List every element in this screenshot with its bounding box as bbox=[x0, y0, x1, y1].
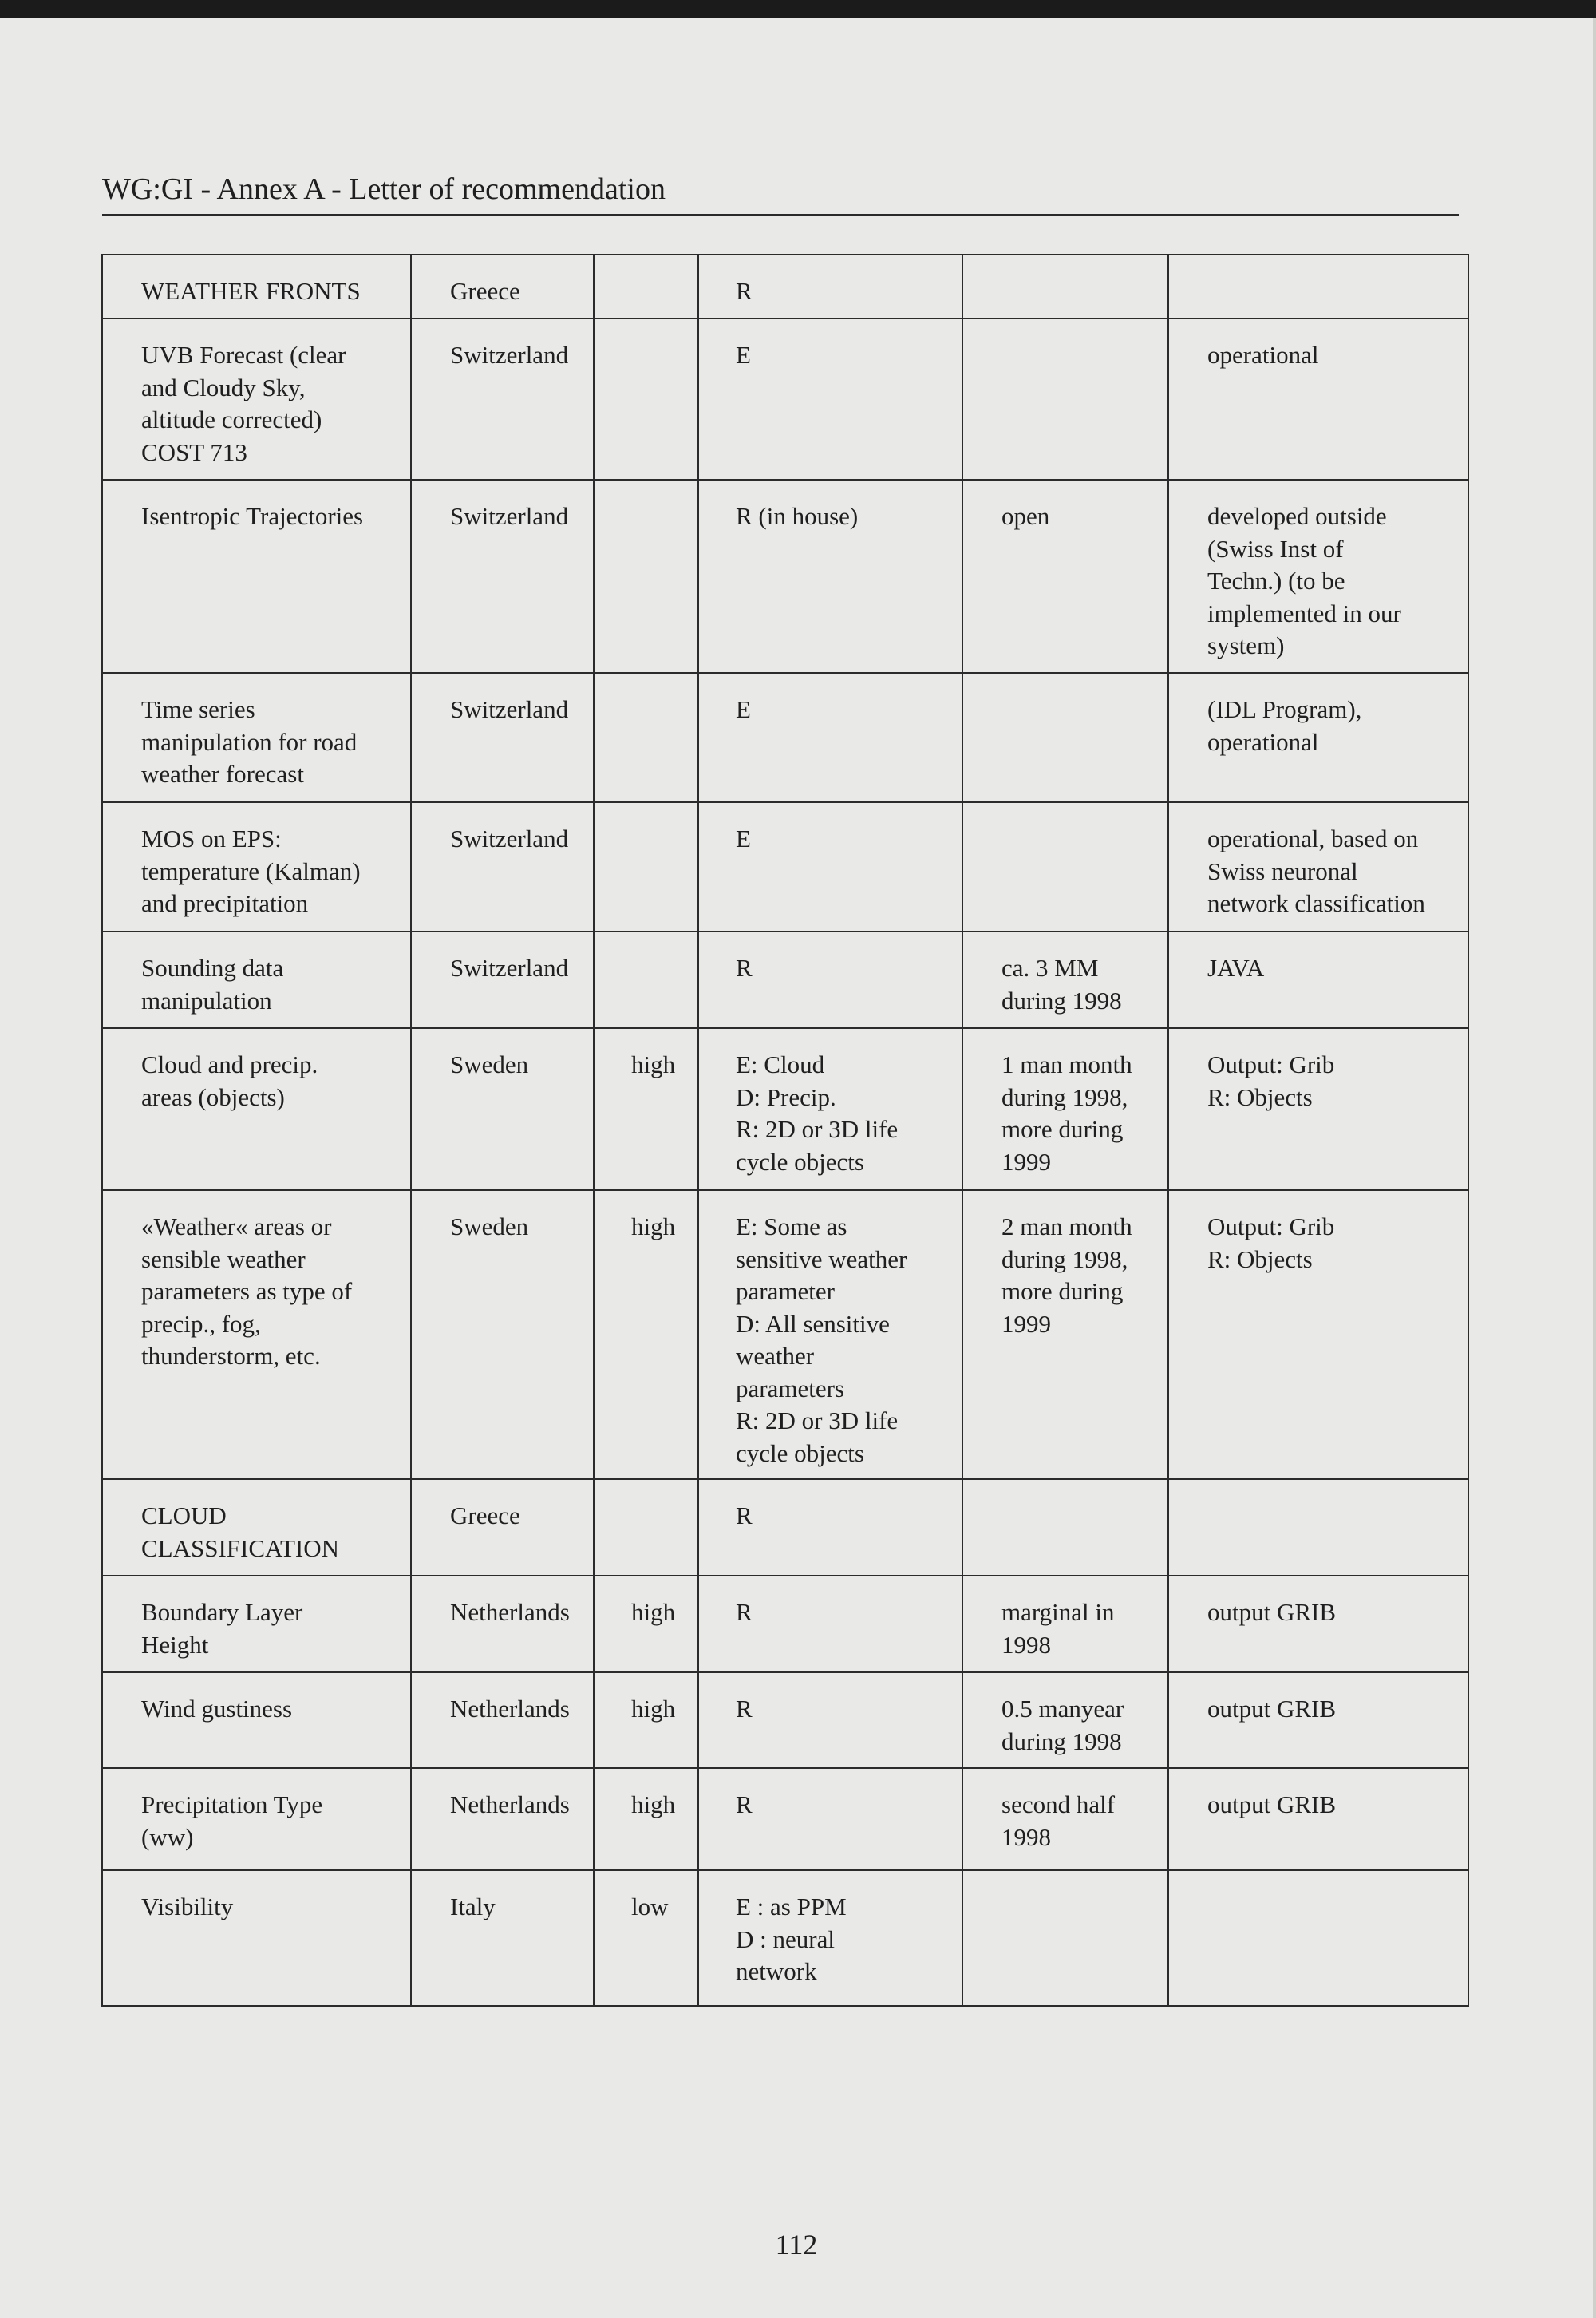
cell-text-line: WEATHER FRONTS bbox=[141, 277, 361, 305]
cell-effort bbox=[962, 1672, 1168, 1768]
cell-text-line: D: Precip. bbox=[736, 1082, 836, 1111]
cell-priority bbox=[594, 802, 698, 932]
cell-text-line: weather bbox=[736, 1342, 815, 1370]
cell-text-line: R bbox=[736, 1501, 753, 1529]
cell-product bbox=[102, 1870, 411, 2006]
cell-text-line: 1 man month bbox=[1001, 1050, 1132, 1078]
cell-text-line: 0.5 manyear bbox=[1001, 1695, 1124, 1723]
cell-text-line: 1999 bbox=[1001, 1309, 1051, 1338]
cell-text: Switzerland bbox=[450, 502, 569, 530]
cell-priority bbox=[594, 1190, 698, 1479]
cell-text-line: parameters bbox=[736, 1374, 844, 1402]
cell-remarks bbox=[1168, 1028, 1468, 1190]
cell-text-line: manipulation for road bbox=[141, 727, 358, 756]
cell-text: Switzerland bbox=[450, 341, 569, 369]
cell-text-line: R bbox=[736, 1598, 753, 1626]
cell-text-line: R (in house) bbox=[736, 502, 859, 530]
cell-text-line: Cloud and precip. bbox=[141, 1050, 318, 1078]
cell-effort bbox=[962, 480, 1168, 673]
cell-priority bbox=[594, 932, 698, 1028]
cell-text-line: thunderstorm, etc. bbox=[141, 1342, 321, 1370]
cell-priority bbox=[594, 673, 698, 802]
cell-text-line: R: Objects bbox=[1207, 1082, 1313, 1111]
table-row bbox=[102, 1768, 1468, 1870]
table-row bbox=[102, 1870, 1468, 2006]
cell-text: high bbox=[631, 1790, 676, 1818]
cell-text: Sweden bbox=[450, 1050, 529, 1078]
cell-text-line: UVB Forecast (clear bbox=[141, 341, 346, 369]
cell-text-line: network bbox=[736, 1957, 817, 1985]
cell-text-line: (IDL Program), bbox=[1207, 695, 1362, 723]
cell-text-line: R: 2D or 3D life bbox=[736, 1406, 899, 1434]
cell-country bbox=[411, 1190, 594, 1479]
cell-remarks bbox=[1168, 1479, 1468, 1576]
cell-text: Netherlands bbox=[450, 1790, 570, 1818]
cell-status bbox=[698, 1028, 962, 1190]
cell-remarks bbox=[1168, 480, 1468, 673]
cell-text-line: CLOUD bbox=[141, 1501, 227, 1529]
cell-text-line: MOS on EPS: bbox=[141, 825, 282, 852]
cell-text: Greece bbox=[450, 277, 520, 305]
cell-priority bbox=[594, 1768, 698, 1870]
cell-effort bbox=[962, 1870, 1168, 2006]
cell-remarks bbox=[1168, 1870, 1468, 2006]
table-row bbox=[102, 1028, 1468, 1190]
cell-text-line: ca. 3 MM bbox=[1001, 954, 1099, 982]
cell-text-line: marginal in bbox=[1001, 1598, 1115, 1626]
table-row bbox=[102, 255, 1468, 318]
page-number: 112 bbox=[775, 2229, 818, 2261]
cell-text-line: and Cloudy Sky, bbox=[141, 373, 306, 401]
table-row bbox=[102, 1576, 1468, 1672]
cell-text-line: Isentropic Trajectories bbox=[141, 502, 364, 530]
cell-status bbox=[698, 1672, 962, 1768]
cell-text-line: Boundary Layer bbox=[141, 1598, 303, 1626]
cell-text-line: output GRIB bbox=[1207, 1695, 1337, 1723]
cell-text: high bbox=[631, 1212, 676, 1240]
cell-status bbox=[698, 1768, 962, 1870]
cell-remarks bbox=[1168, 1672, 1468, 1768]
cell-status bbox=[698, 318, 962, 480]
cell-text: high bbox=[631, 1598, 676, 1626]
document-page bbox=[0, 18, 1596, 2318]
cell-text-line: R bbox=[736, 954, 753, 982]
cell-text-line: Visibility bbox=[141, 1893, 234, 1920]
cell-text-line: 2 man month bbox=[1001, 1212, 1132, 1240]
cell-text-line: COST 713 bbox=[141, 437, 247, 466]
cell-remarks bbox=[1168, 1190, 1468, 1479]
cell-text: high bbox=[631, 1050, 676, 1078]
cell-text-line: R: Objects bbox=[1207, 1244, 1313, 1273]
cell-country bbox=[411, 932, 594, 1028]
cell-product bbox=[102, 802, 411, 932]
cell-text-line: open bbox=[1001, 502, 1050, 530]
cell-text-line: output GRIB bbox=[1207, 1598, 1337, 1626]
cell-text-line: Precipitation Type bbox=[141, 1790, 323, 1818]
cell-text-line: parameters as type of bbox=[141, 1277, 353, 1305]
cell-text-line: CLASSIFICATION bbox=[141, 1533, 340, 1562]
cell-effort bbox=[962, 255, 1168, 318]
cell-country bbox=[411, 1479, 594, 1576]
cell-text-line: (Swiss Inst of bbox=[1207, 534, 1344, 563]
cell-text-line: D: All sensitive bbox=[736, 1309, 890, 1338]
cell-text-line: Output: Grib bbox=[1207, 1212, 1335, 1240]
cell-product bbox=[102, 1028, 411, 1190]
cell-text-line: during 1998 bbox=[1001, 1727, 1122, 1755]
cell-text-line: Wind gustiness bbox=[141, 1695, 293, 1723]
cell-product bbox=[102, 1576, 411, 1672]
cell-text-line: R bbox=[736, 1695, 753, 1723]
cell-product bbox=[102, 673, 411, 802]
cell-text-line: R bbox=[736, 1790, 753, 1818]
cell-text-line: E bbox=[736, 341, 751, 369]
cell-text-line: E: Some as bbox=[736, 1212, 847, 1240]
cell-text-line: 1998 bbox=[1001, 1822, 1051, 1851]
cell-text-line: 1998 bbox=[1001, 1630, 1051, 1659]
cell-text-line: E: Cloud bbox=[736, 1050, 825, 1078]
cell-product bbox=[102, 1672, 411, 1768]
table-row bbox=[102, 932, 1468, 1028]
cell-text-line: (ww) bbox=[141, 1822, 194, 1851]
cell-text-line: E : as PPM bbox=[736, 1893, 847, 1920]
cell-status bbox=[698, 673, 962, 802]
page-header: WG:GI - Annex A - Letter of recommendation bbox=[102, 171, 1459, 216]
cell-country bbox=[411, 802, 594, 932]
cell-remarks bbox=[1168, 1576, 1468, 1672]
table-row bbox=[102, 1479, 1468, 1576]
cell-text-line: system) bbox=[1207, 631, 1285, 659]
cell-text-line: Height bbox=[141, 1630, 209, 1659]
cell-text-line: Swiss neuronal bbox=[1207, 856, 1358, 885]
cell-product bbox=[102, 480, 411, 673]
cell-remarks bbox=[1168, 255, 1468, 318]
cell-product bbox=[102, 1768, 411, 1870]
cell-text-line: JAVA bbox=[1207, 954, 1265, 982]
cell-country bbox=[411, 1768, 594, 1870]
cell-effort bbox=[962, 1190, 1168, 1479]
cell-text: Netherlands bbox=[450, 1695, 570, 1723]
cell-text: Sweden bbox=[450, 1212, 529, 1240]
cell-text-line: implemented in our bbox=[1207, 599, 1401, 627]
cell-text: low bbox=[631, 1893, 669, 1920]
cell-text-line: parameter bbox=[736, 1277, 835, 1305]
cell-country bbox=[411, 1576, 594, 1672]
cell-country bbox=[411, 1028, 594, 1190]
cell-text-line: 1999 bbox=[1001, 1147, 1051, 1176]
cell-effort bbox=[962, 318, 1168, 480]
cell-text-line: weather forecast bbox=[141, 760, 304, 788]
cell-text-line: Output: Grib bbox=[1207, 1050, 1335, 1078]
cell-product bbox=[102, 932, 411, 1028]
cell-text-line: developed outside bbox=[1207, 502, 1387, 530]
cell-text-line: E bbox=[736, 825, 751, 852]
cell-text: Netherlands bbox=[450, 1598, 570, 1626]
table-row bbox=[102, 1190, 1468, 1479]
cell-priority bbox=[594, 1028, 698, 1190]
table-body bbox=[102, 255, 1468, 2006]
table-row bbox=[102, 318, 1468, 480]
cell-priority bbox=[594, 255, 698, 318]
cell-effort bbox=[962, 1028, 1168, 1190]
cell-text-line: precip., fog, bbox=[141, 1309, 261, 1338]
cell-text-line: R: 2D or 3D life bbox=[736, 1115, 899, 1143]
cell-status bbox=[698, 1479, 962, 1576]
cell-text-line: operational bbox=[1207, 727, 1319, 756]
cell-text-line: temperature (Kalman) bbox=[141, 856, 361, 885]
cell-status bbox=[698, 1576, 962, 1672]
cell-remarks bbox=[1168, 802, 1468, 932]
cell-remarks bbox=[1168, 932, 1468, 1028]
cell-country bbox=[411, 1672, 594, 1768]
cell-country bbox=[411, 318, 594, 480]
cell-status bbox=[698, 932, 962, 1028]
cell-text-line: Time series bbox=[141, 695, 255, 723]
cell-remarks bbox=[1168, 673, 1468, 802]
cell-country bbox=[411, 255, 594, 318]
cell-text-line: operational, based on bbox=[1207, 825, 1419, 852]
cell-text-line: E bbox=[736, 695, 751, 723]
cell-priority bbox=[594, 1576, 698, 1672]
cell-text-line: during 1998, bbox=[1001, 1082, 1128, 1111]
cell-text-line: altitude corrected) bbox=[141, 405, 322, 433]
cell-text: Italy bbox=[450, 1893, 496, 1920]
cell-remarks bbox=[1168, 318, 1468, 480]
cell-text-line: more during bbox=[1001, 1115, 1124, 1143]
recommendation-table bbox=[101, 254, 1469, 2007]
cell-text-line: network classification bbox=[1207, 889, 1425, 917]
table-row bbox=[102, 673, 1468, 802]
cell-effort bbox=[962, 1576, 1168, 1672]
cell-text: Greece bbox=[450, 1501, 520, 1529]
cell-text-line: Techn.) (to be bbox=[1207, 567, 1345, 595]
cell-effort bbox=[962, 1479, 1168, 1576]
table-row bbox=[102, 480, 1468, 673]
table-row bbox=[102, 802, 1468, 932]
cell-status bbox=[698, 1190, 962, 1479]
cell-effort bbox=[962, 802, 1168, 932]
cell-text-line: sensible weather bbox=[141, 1244, 306, 1273]
cell-text: Switzerland bbox=[450, 954, 569, 982]
cell-text-line: cycle objects bbox=[736, 1438, 864, 1467]
cell-country bbox=[411, 673, 594, 802]
cell-text-line: operational bbox=[1207, 341, 1319, 369]
cell-text-line: more during bbox=[1001, 1277, 1124, 1305]
cell-text-line: and precipitation bbox=[141, 889, 309, 917]
cell-text-line: output GRIB bbox=[1207, 1790, 1337, 1818]
cell-country bbox=[411, 480, 594, 673]
cell-text-line: cycle objects bbox=[736, 1147, 864, 1176]
cell-effort bbox=[962, 1768, 1168, 1870]
cell-product bbox=[102, 1190, 411, 1479]
cell-text: high bbox=[631, 1695, 676, 1723]
cell-priority bbox=[594, 1479, 698, 1576]
cell-text-line: D : neural bbox=[736, 1924, 835, 1953]
cell-text-line: areas (objects) bbox=[141, 1082, 285, 1111]
cell-remarks bbox=[1168, 1768, 1468, 1870]
cell-text-line: during 1998 bbox=[1001, 986, 1122, 1015]
cell-text: Switzerland bbox=[450, 695, 569, 723]
cell-text-line: second half bbox=[1001, 1790, 1116, 1818]
cell-priority bbox=[594, 1870, 698, 2006]
cell-status bbox=[698, 255, 962, 318]
cell-status bbox=[698, 1870, 962, 2006]
cell-product bbox=[102, 318, 411, 480]
cell-priority bbox=[594, 1672, 698, 1768]
cell-text: Switzerland bbox=[450, 825, 569, 852]
cell-text-line: Sounding data bbox=[141, 954, 284, 982]
cell-text-line: manipulation bbox=[141, 986, 272, 1015]
table-row bbox=[102, 1672, 1468, 1768]
cell-text-line: «Weather« areas or bbox=[141, 1212, 332, 1240]
cell-status bbox=[698, 480, 962, 673]
cell-country bbox=[411, 1870, 594, 2006]
cell-status bbox=[698, 802, 962, 932]
cell-effort bbox=[962, 932, 1168, 1028]
cell-effort bbox=[962, 673, 1168, 802]
cell-text-line: R bbox=[736, 277, 753, 305]
cell-product bbox=[102, 1479, 411, 1576]
cell-text-line: during 1998, bbox=[1001, 1244, 1128, 1273]
cell-product bbox=[102, 255, 411, 318]
cell-text-line: sensitive weather bbox=[736, 1244, 907, 1273]
cell-priority bbox=[594, 480, 698, 673]
cell-priority bbox=[594, 318, 698, 480]
